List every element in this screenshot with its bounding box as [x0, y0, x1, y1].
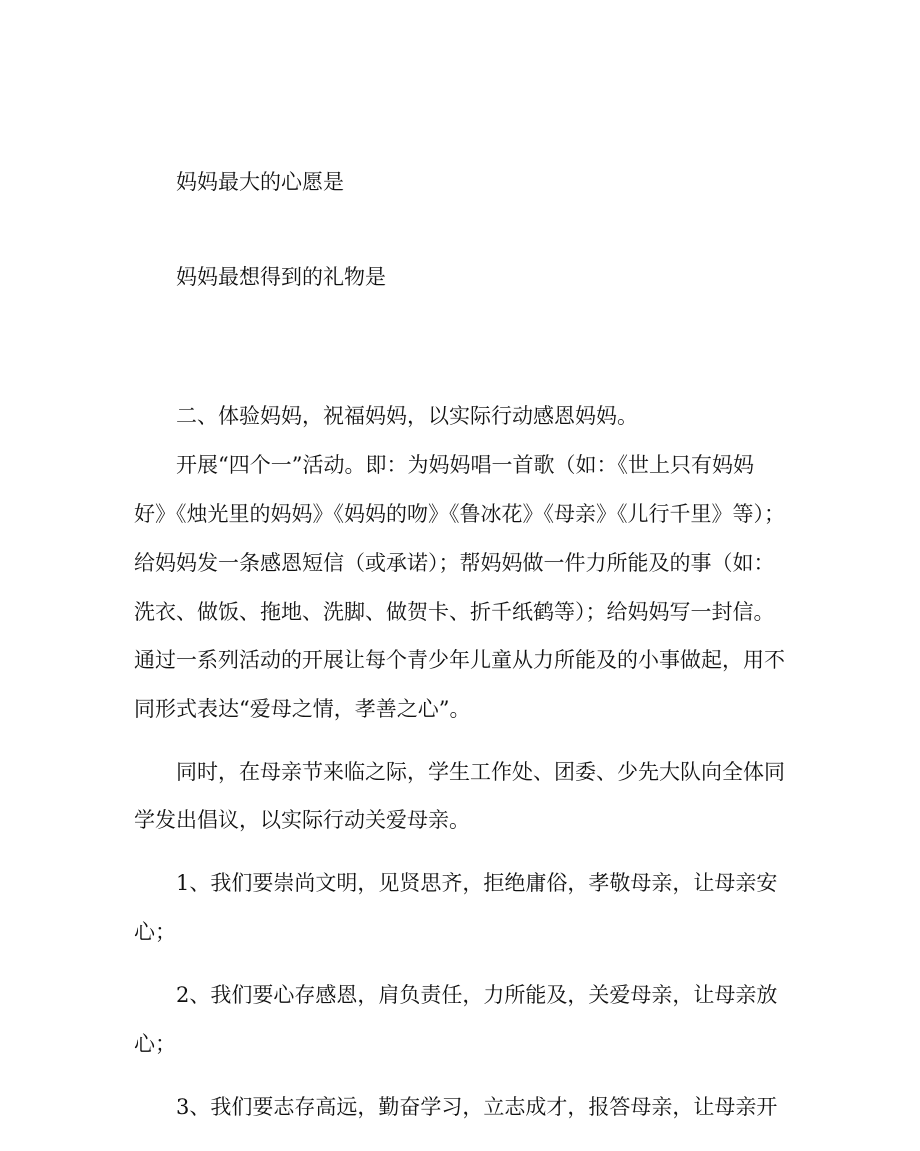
paragraph-line: 洗衣、做饭、拖地、洗脚、做贺卡、折千纸鹤等）；给妈妈写一封信。: [134, 600, 775, 624]
paragraph-line: 同形式表达“爱母之情，孝善之心”。: [134, 697, 471, 721]
paragraph-line: 学发出倡议，以实际行动关爱母亲。: [134, 808, 470, 832]
question-wish: 妈妈最大的心愿是: [176, 170, 344, 194]
question-gift: 妈妈最想得到的礼物是: [176, 265, 386, 289]
paragraph-line: 开展“四个一”活动。即：为妈妈唱一首歌（如：《世上只有妈妈: [176, 453, 754, 477]
section-heading: 二、体验妈妈，祝福妈妈，以实际行动感恩妈妈。: [176, 404, 638, 428]
paragraph-line: 通过一系列活动的开展让每个青少年儿童从力所能及的小事做起，用不: [134, 648, 785, 672]
item-1-line: 心；: [134, 920, 176, 944]
item-2-line: 2、我们要心存感恩，肩负责任，力所能及，关爱母亲，让母亲放: [176, 983, 778, 1007]
item-3-line: 3、我们要志存高远，勤奋学习，立志成才，报答母亲，让母亲开: [176, 1095, 778, 1119]
paragraph-line: 给妈妈发一条感恩短信（或承诺）；帮妈妈做一件力所能及的事（如：: [134, 551, 775, 575]
paragraph-line: 好》《烛光里的妈妈》《妈妈的吻》《鲁冰花》《母亲》《儿行千里》等）；: [134, 502, 785, 526]
paragraph-line: 同时，在母亲节来临之际，学生工作处、团委、少先大队向全体同: [176, 760, 785, 784]
item-1-line: 1、我们要崇尚文明，见贤思齐，拒绝庸俗，孝敬母亲，让母亲安: [176, 871, 778, 895]
item-2-line: 心；: [134, 1032, 176, 1056]
